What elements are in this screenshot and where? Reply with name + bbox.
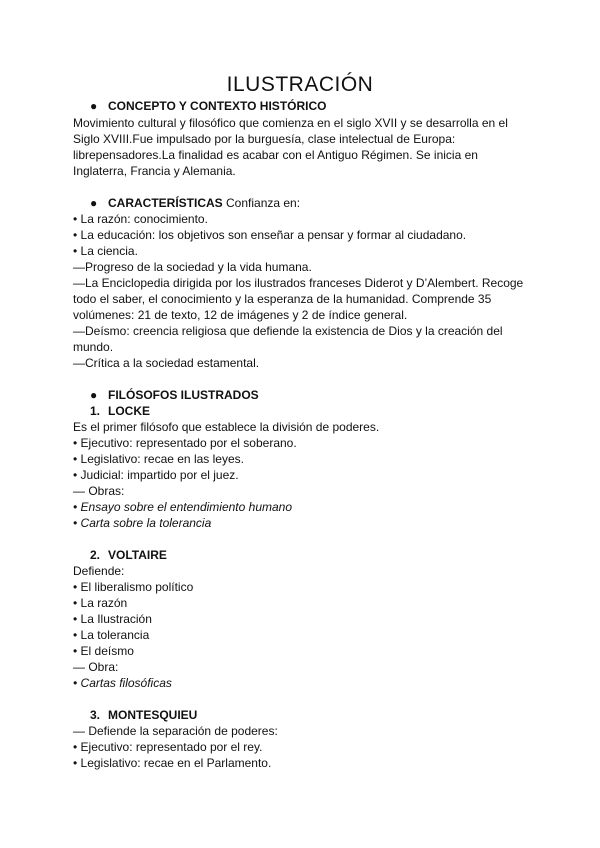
paragraph-line: volúmenes: 21 de texto, 12 de imágenes y 2 de índice general. — [73, 308, 408, 322]
paragraph-line: librepensadores.La finalidad es acabar con el Antiguo Régimen. Se inicia en — [73, 148, 478, 162]
section-heading-filosofos: ● FILÓSOFOS ILUSTRADOS — [90, 388, 259, 402]
subheading-montesquieu: 3. MONTESQUIEU — [90, 708, 198, 722]
paragraph-line: —Progreso de la sociedad y la vida humana. — [73, 260, 312, 274]
list-item: • Ejecutivo: representado por el rey. — [73, 740, 263, 754]
paragraph-line: Defiende: — [73, 564, 125, 578]
paragraph-line: Inglaterra, Francia y Alemania. — [73, 164, 236, 178]
paragraph-line: Siglo XVIII.Fue impulsado por la burguesía, clase intelectual de Europa: — [73, 132, 456, 146]
paragraph-line: —Deísmo: creencia religiosa que defiende la existencia de Dios y la creación del — [73, 324, 503, 338]
subheading-locke: 1. LOCKE — [90, 404, 150, 418]
list-item: • La Ilustración — [73, 612, 152, 626]
work-title: • Carta sobre la tolerancia — [73, 516, 212, 530]
paragraph-line: —La Enciclopedia dirigida por los ilustrados franceses Diderot y D’Alembert. Recoge — [73, 276, 524, 290]
document-title: ILUSTRACIÓN — [226, 73, 374, 96]
paragraph-line: mundo. — [73, 340, 114, 354]
section-heading-caracteristicas: ● CARACTERÍSTICAS Confianza en: — [90, 196, 301, 210]
list-item: • Judicial: impartido por el juez. — [73, 468, 239, 482]
list-item: • Ejecutivo: representado por el soberano. — [73, 436, 297, 450]
section-heading-concepto: ● CONCEPTO Y CONTEXTO HISTÓRICO — [90, 99, 327, 113]
list-item: • Legislativo: recae en el Parlamento. — [73, 756, 272, 770]
paragraph-line: Es el primer filósofo que establece la división de poderes. — [73, 420, 380, 434]
bullet-icon: ● — [90, 196, 98, 210]
bullet-icon: ● — [90, 99, 98, 113]
subheading-voltaire: 2. VOLTAIRE — [90, 548, 167, 562]
list-item: • La tolerancia — [73, 628, 150, 642]
list-item: • La educación: los objetivos son enseñar a pensar y formar al ciudadano. — [73, 228, 467, 242]
work-title: • Cartas filosóficas — [73, 676, 172, 690]
list-item: • La razón: conocimiento. — [73, 212, 208, 226]
paragraph-line: — Defiende la separación de poderes: — [73, 724, 278, 738]
list-item: • Legislativo: recae en las leyes. — [73, 452, 244, 466]
paragraph-line: Movimiento cultural y filosófico que comienza en el siglo XVII y se desarrolla en el — [73, 116, 508, 130]
list-item: • La razón — [73, 596, 128, 610]
paragraph-line: — Obra: — [73, 660, 119, 674]
paragraph-line: —Crítica a la sociedad estamental. — [73, 356, 260, 370]
paragraph-line: — Obras: — [73, 484, 125, 498]
bullet-icon: ● — [90, 388, 98, 402]
list-item: • El liberalismo político — [73, 580, 194, 594]
list-item: • El deísmo — [73, 644, 134, 658]
work-title: • Ensayo sobre el entendimiento humano — [73, 500, 293, 514]
paragraph-line: todo el saber, el conocimiento y la esperanza de la humanidad. Comprende 35 — [73, 292, 492, 306]
list-item: • La ciencia. — [73, 244, 138, 258]
